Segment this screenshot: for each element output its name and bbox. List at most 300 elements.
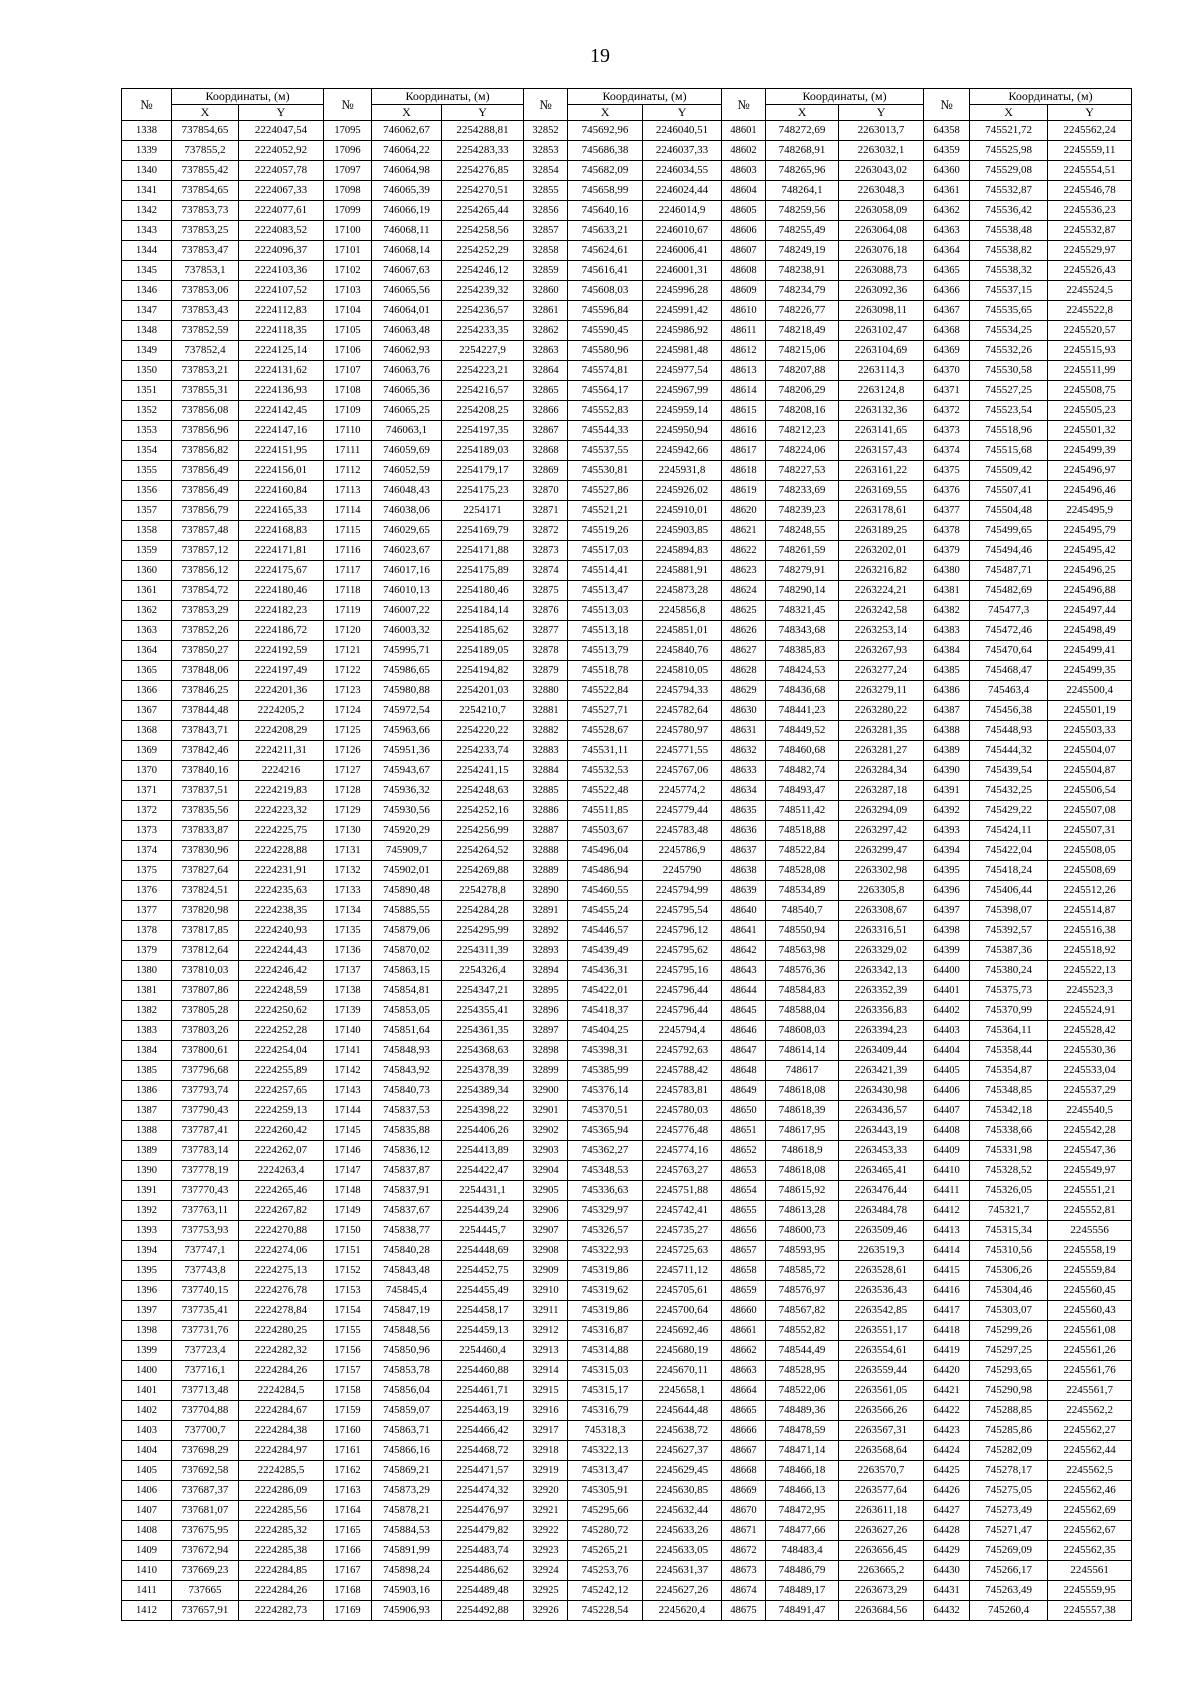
y-coordinate-cell: 2245552,81: [1048, 1201, 1132, 1221]
x-coordinate-cell: 745843,92: [372, 1061, 442, 1081]
x-coordinate-cell: 745470,64: [970, 641, 1048, 661]
x-coordinate-cell: 746003,32: [372, 621, 442, 641]
point-number-cell: 17167: [324, 1561, 372, 1581]
point-number-cell: 64359: [924, 141, 970, 161]
y-coordinate-cell: 2245523,3: [1048, 981, 1132, 1001]
point-number-cell: 32886: [524, 801, 568, 821]
x-coordinate-cell: 745313,47: [568, 1461, 643, 1481]
y-coordinate-cell: 2254169,79: [442, 521, 524, 541]
point-number-cell: 32884: [524, 761, 568, 781]
point-number-cell: 64364: [924, 241, 970, 261]
y-coordinate-cell: 2224107,52: [239, 281, 324, 301]
x-coordinate-cell: 745290,98: [970, 1381, 1048, 1401]
x-coordinate-cell: 746064,22: [372, 141, 442, 161]
x-coordinate-cell: 746065,36: [372, 381, 442, 401]
x-coordinate-cell: 745856,04: [372, 1381, 442, 1401]
y-coordinate-cell: 2245840,76: [643, 641, 722, 661]
x-coordinate-cell: 745538,48: [970, 221, 1048, 241]
point-number-cell: 48619: [722, 481, 766, 501]
point-number-cell: 64418: [924, 1321, 970, 1341]
point-number-cell: 17151: [324, 1241, 372, 1261]
y-coordinate-cell: 2254189,03: [442, 441, 524, 461]
y-coordinate-cell: 2245711,12: [643, 1261, 722, 1281]
x-coordinate-cell: 737857,48: [172, 521, 239, 541]
x-coordinate-cell: 748617,95: [766, 1121, 839, 1141]
y-coordinate-cell: 2224223,32: [239, 801, 324, 821]
table-row: [122, 1501, 1132, 1521]
x-coordinate-cell: 745494,46: [970, 541, 1048, 561]
table-row: [122, 1261, 1132, 1281]
x-coordinate-cell: 737790,43: [172, 1101, 239, 1121]
y-coordinate-cell: 2254197,35: [442, 421, 524, 441]
x-coordinate-cell: 745463,4: [970, 681, 1048, 701]
y-coordinate-cell: 2263409,44: [839, 1041, 924, 1061]
point-number-cell: 1403: [122, 1421, 172, 1441]
point-number-cell: 32858: [524, 241, 568, 261]
y-coordinate-cell: 2224285,5: [239, 1461, 324, 1481]
y-coordinate-cell: 2254431,1: [442, 1181, 524, 1201]
y-coordinate-cell: 2224205,2: [239, 701, 324, 721]
y-coordinate-cell: 2224235,63: [239, 881, 324, 901]
point-number-cell: 48605: [722, 201, 766, 221]
point-number-cell: 17124: [324, 701, 372, 721]
x-coordinate-cell: 745658,99: [568, 181, 643, 201]
point-number-cell: 64419: [924, 1341, 970, 1361]
y-coordinate-cell: 2245632,44: [643, 1501, 722, 1521]
table-row: [122, 721, 1132, 741]
x-coordinate-cell: 745504,48: [970, 501, 1048, 521]
table-row: [122, 681, 1132, 701]
point-number-cell: 64386: [924, 681, 970, 701]
point-number-cell: 64416: [924, 1281, 970, 1301]
point-number-cell: 17138: [324, 981, 372, 1001]
x-coordinate-cell: 748618,08: [766, 1081, 839, 1101]
point-number-cell: 32907: [524, 1221, 568, 1241]
point-number-cell: 17121: [324, 641, 372, 661]
x-coordinate-cell: 748618,08: [766, 1161, 839, 1181]
point-number-cell: 48661: [722, 1321, 766, 1341]
y-coordinate-cell: 2263528,61: [839, 1261, 924, 1281]
x-coordinate-cell: 748249,19: [766, 241, 839, 261]
point-number-cell: 32871: [524, 501, 568, 521]
x-coordinate-cell: 745518,78: [568, 661, 643, 681]
x-coordinate-cell: 737669,23: [172, 1561, 239, 1581]
x-coordinate-cell: 745521,21: [568, 501, 643, 521]
table-row: [122, 521, 1132, 541]
y-coordinate-cell: 2254236,57: [442, 301, 524, 321]
table-row: [122, 861, 1132, 881]
y-coordinate-cell: 2245547,36: [1048, 1141, 1132, 1161]
y-coordinate-cell: 2245903,85: [643, 521, 722, 541]
y-coordinate-cell: 2245495,79: [1048, 521, 1132, 541]
x-coordinate-cell: 745265,21: [568, 1541, 643, 1561]
x-coordinate-cell: 745271,47: [970, 1521, 1048, 1541]
point-number-cell: 48653: [722, 1161, 766, 1181]
x-coordinate-cell: 745986,65: [372, 661, 442, 681]
point-number-cell: 17165: [324, 1521, 372, 1541]
y-coordinate-cell: 2224259,13: [239, 1101, 324, 1121]
x-coordinate-cell: 737852,26: [172, 621, 239, 641]
point-number-cell: 1361: [122, 581, 172, 601]
y-coordinate-cell: 2245627,26: [643, 1581, 722, 1601]
y-coordinate-cell: 2263189,25: [839, 521, 924, 541]
y-coordinate-cell: 2245520,57: [1048, 321, 1132, 341]
y-coordinate-cell: 2245536,23: [1048, 201, 1132, 221]
y-coordinate-cell: 2245735,27: [643, 1221, 722, 1241]
x-coordinate-cell: 746068,14: [372, 241, 442, 261]
point-number-cell: 1366: [122, 681, 172, 701]
point-number-cell: 1405: [122, 1461, 172, 1481]
point-number-cell: 32892: [524, 921, 568, 941]
point-number-cell: 64379: [924, 541, 970, 561]
point-number-cell: 32906: [524, 1201, 568, 1221]
y-coordinate-cell: 2246006,41: [643, 241, 722, 261]
point-number-cell: 64408: [924, 1121, 970, 1141]
point-number-cell: 32885: [524, 781, 568, 801]
number-header: №: [524, 89, 568, 121]
table-row: [122, 181, 1132, 201]
y-coordinate-cell: 2245504,07: [1048, 741, 1132, 761]
table-row: [122, 1241, 1132, 1261]
point-number-cell: 17153: [324, 1281, 372, 1301]
point-number-cell: 48623: [722, 561, 766, 581]
x-coordinate-cell: 737855,31: [172, 381, 239, 401]
y-coordinate-cell: 2254216,57: [442, 381, 524, 401]
y-coordinate-cell: 2245498,49: [1048, 621, 1132, 641]
point-number-cell: 17099: [324, 201, 372, 221]
table-row: [122, 1341, 1132, 1361]
y-coordinate-cell: 2246001,31: [643, 261, 722, 281]
point-number-cell: 64414: [924, 1241, 970, 1261]
point-number-cell: 48654: [722, 1181, 766, 1201]
x-coordinate-cell: 748584,83: [766, 981, 839, 1001]
point-number-cell: 1410: [122, 1561, 172, 1581]
y-coordinate-cell: 2254468,72: [442, 1441, 524, 1461]
y-coordinate-cell: 2245522,8: [1048, 301, 1132, 321]
point-number-cell: 32875: [524, 581, 568, 601]
x-coordinate-cell: 745534,25: [970, 321, 1048, 341]
point-number-cell: 17135: [324, 921, 372, 941]
point-number-cell: 17101: [324, 241, 372, 261]
y-coordinate-cell: 2245495,9: [1048, 501, 1132, 521]
point-number-cell: 17103: [324, 281, 372, 301]
point-number-cell: 1404: [122, 1441, 172, 1461]
point-number-cell: 32925: [524, 1581, 568, 1601]
table-row: [122, 401, 1132, 421]
y-coordinate-cell: 2245515,93: [1048, 341, 1132, 361]
x-coordinate-cell: 737723,4: [172, 1341, 239, 1361]
y-coordinate-cell: 2254179,17: [442, 461, 524, 481]
point-number-cell: 32905: [524, 1181, 568, 1201]
x-coordinate-cell: 748618,39: [766, 1101, 839, 1121]
y-coordinate-cell: 2263013,7: [839, 121, 924, 141]
point-number-cell: 64421: [924, 1381, 970, 1401]
x-coordinate-cell: 737657,91: [172, 1601, 239, 1621]
point-number-cell: 64394: [924, 841, 970, 861]
point-number-cell: 64428: [924, 1521, 970, 1541]
x-coordinate-cell: 745387,36: [970, 941, 1048, 961]
point-number-cell: 64378: [924, 521, 970, 541]
point-number-cell: 1349: [122, 341, 172, 361]
x-coordinate-cell: 748613,28: [766, 1201, 839, 1221]
y-coordinate-cell: 2245620,4: [643, 1601, 722, 1621]
x-coordinate-cell: 745530,58: [970, 361, 1048, 381]
y-coordinate-cell: 2245774,16: [643, 1141, 722, 1161]
point-number-cell: 1376: [122, 881, 172, 901]
x-coordinate-cell: 748224,06: [766, 441, 839, 461]
y-coordinate-cell: 2224103,36: [239, 261, 324, 281]
y-coordinate-cell: 2245524,5: [1048, 281, 1132, 301]
x-coordinate-cell: 745890,48: [372, 881, 442, 901]
y-coordinate-cell: 2224216: [239, 761, 324, 781]
x-coordinate-cell: 737665: [172, 1581, 239, 1601]
y-coordinate-cell: 2245557,38: [1048, 1601, 1132, 1621]
y-coordinate-cell: 2245533,04: [1048, 1061, 1132, 1081]
y-coordinate-cell: 2245638,72: [643, 1421, 722, 1441]
point-number-cell: 32893: [524, 941, 568, 961]
table-row: [122, 901, 1132, 921]
y-coordinate-cell: 2224231,91: [239, 861, 324, 881]
y-coordinate-cell: 2245508,69: [1048, 861, 1132, 881]
point-number-cell: 32854: [524, 161, 568, 181]
point-number-cell: 17125: [324, 721, 372, 741]
y-coordinate-cell: 2263665,2: [839, 1561, 924, 1581]
x-coordinate-cell: 737854,65: [172, 121, 239, 141]
y-coordinate-cell: 2245751,88: [643, 1181, 722, 1201]
x-coordinate-cell: 745850,96: [372, 1341, 442, 1361]
y-coordinate-cell: 2263216,82: [839, 561, 924, 581]
point-number-cell: 17164: [324, 1501, 372, 1521]
table-row: [122, 821, 1132, 841]
x-coordinate-cell: 745288,85: [970, 1401, 1048, 1421]
point-number-cell: 32867: [524, 421, 568, 441]
x-coordinate-cell: 737856,12: [172, 561, 239, 581]
point-number-cell: 48602: [722, 141, 766, 161]
point-number-cell: 1356: [122, 481, 172, 501]
point-number-cell: 64392: [924, 801, 970, 821]
point-number-cell: 48608: [722, 261, 766, 281]
y-coordinate-cell: 2254460,4: [442, 1341, 524, 1361]
table-row: [122, 661, 1132, 681]
point-number-cell: 32911: [524, 1301, 568, 1321]
point-number-cell: 1388: [122, 1121, 172, 1141]
y-coordinate-cell: 2245505,23: [1048, 401, 1132, 421]
point-number-cell: 17114: [324, 501, 372, 521]
point-number-cell: 1389: [122, 1141, 172, 1161]
x-coordinate-cell: 748218,49: [766, 321, 839, 341]
point-number-cell: 48603: [722, 161, 766, 181]
point-number-cell: 48649: [722, 1081, 766, 1101]
x-coordinate-cell: 745527,25: [970, 381, 1048, 401]
point-number-cell: 48640: [722, 901, 766, 921]
x-coordinate-cell: 748248,55: [766, 521, 839, 541]
point-number-cell: 17139: [324, 1001, 372, 1021]
point-number-cell: 17150: [324, 1221, 372, 1241]
x-coordinate-cell: 737753,93: [172, 1221, 239, 1241]
y-coordinate-cell: 2224260,42: [239, 1121, 324, 1141]
point-number-cell: 17112: [324, 461, 372, 481]
x-coordinate-cell: 748585,72: [766, 1261, 839, 1281]
y-coordinate-cell: 2254185,62: [442, 621, 524, 641]
y-coordinate-cell: 2245926,02: [643, 481, 722, 501]
point-number-cell: 1402: [122, 1401, 172, 1421]
x-coordinate-cell: 746029,65: [372, 521, 442, 541]
coords-header: Координаты, (м): [568, 89, 722, 105]
point-number-cell: 64362: [924, 201, 970, 221]
x-coordinate-cell: 748424,53: [766, 661, 839, 681]
x-coordinate-cell: 745404,25: [568, 1021, 643, 1041]
y-coordinate-cell: 2224083,52: [239, 221, 324, 241]
table-row: [122, 241, 1132, 261]
y-coordinate-cell: 2224284,26: [239, 1361, 324, 1381]
x-coordinate-cell: 745432,25: [970, 781, 1048, 801]
x-header: X: [970, 105, 1048, 121]
point-number-cell: 64431: [924, 1581, 970, 1601]
x-coordinate-cell: 745848,93: [372, 1041, 442, 1061]
point-number-cell: 48666: [722, 1421, 766, 1441]
x-coordinate-cell: 745869,21: [372, 1461, 442, 1481]
point-number-cell: 1343: [122, 221, 172, 241]
point-number-cell: 64403: [924, 1021, 970, 1041]
point-number-cell: 48628: [722, 661, 766, 681]
y-coordinate-cell: 2224125,14: [239, 341, 324, 361]
point-number-cell: 17117: [324, 561, 372, 581]
y-coordinate-cell: 2263684,56: [839, 1601, 924, 1621]
point-number-cell: 48648: [722, 1061, 766, 1081]
point-number-cell: 48641: [722, 921, 766, 941]
table-row: [122, 1221, 1132, 1241]
point-number-cell: 32896: [524, 1001, 568, 1021]
y-coordinate-cell: 2245503,33: [1048, 721, 1132, 741]
x-coordinate-cell: 748576,36: [766, 961, 839, 981]
x-coordinate-cell: 737796,68: [172, 1061, 239, 1081]
x-coordinate-cell: 737803,26: [172, 1021, 239, 1041]
x-coordinate-cell: 748482,74: [766, 761, 839, 781]
y-coordinate-cell: 2224201,36: [239, 681, 324, 701]
point-number-cell: 48636: [722, 821, 766, 841]
x-coordinate-cell: 745963,66: [372, 721, 442, 741]
x-coordinate-cell: 745866,16: [372, 1441, 442, 1461]
point-number-cell: 17148: [324, 1181, 372, 1201]
point-number-cell: 17131: [324, 841, 372, 861]
x-coordinate-cell: 737731,76: [172, 1321, 239, 1341]
point-number-cell: 32899: [524, 1061, 568, 1081]
point-number-cell: 17160: [324, 1421, 372, 1441]
x-coordinate-cell: 745528,67: [568, 721, 643, 741]
y-coordinate-cell: 2245873,28: [643, 581, 722, 601]
point-number-cell: 48612: [722, 341, 766, 361]
header-row-axes: [122, 105, 1132, 121]
y-coordinate-cell: 2263519,3: [839, 1241, 924, 1261]
y-coordinate-cell: 2224208,29: [239, 721, 324, 741]
point-number-cell: 1374: [122, 841, 172, 861]
point-number-cell: 1359: [122, 541, 172, 561]
point-number-cell: 17155: [324, 1321, 372, 1341]
point-number-cell: 1381: [122, 981, 172, 1001]
point-number-cell: 32864: [524, 361, 568, 381]
y-coordinate-cell: 2263342,13: [839, 961, 924, 981]
y-coordinate-cell: 2245497,44: [1048, 601, 1132, 621]
point-number-cell: 32924: [524, 1561, 568, 1581]
point-number-cell: 17154: [324, 1301, 372, 1321]
point-number-cell: 64368: [924, 321, 970, 341]
y-coordinate-cell: 2245670,11: [643, 1361, 722, 1381]
x-coordinate-cell: 745318,3: [568, 1421, 643, 1441]
y-coordinate-cell: 2245794,33: [643, 681, 722, 701]
y-coordinate-cell: 2245796,44: [643, 1001, 722, 1021]
y-coordinate-cell: 2254458,17: [442, 1301, 524, 1321]
x-coordinate-cell: 748466,18: [766, 1461, 839, 1481]
y-coordinate-cell: 2254284,28: [442, 901, 524, 921]
y-coordinate-cell: 2254461,71: [442, 1381, 524, 1401]
y-coordinate-cell: 2245705,61: [643, 1281, 722, 1301]
point-number-cell: 48622: [722, 541, 766, 561]
y-coordinate-cell: 2224112,83: [239, 301, 324, 321]
x-coordinate-cell: 745532,53: [568, 761, 643, 781]
x-coordinate-cell: 745863,71: [372, 1421, 442, 1441]
x-coordinate-cell: 745336,63: [568, 1181, 643, 1201]
x-coordinate-cell: 745228,54: [568, 1601, 643, 1621]
x-coordinate-cell: 745854,81: [372, 981, 442, 1001]
y-coordinate-cell: 2254283,33: [442, 141, 524, 161]
y-coordinate-cell: 2245562,46: [1048, 1481, 1132, 1501]
table-row: [122, 541, 1132, 561]
point-number-cell: 64389: [924, 741, 970, 761]
x-coordinate-cell: 745422,04: [970, 841, 1048, 861]
x-coordinate-cell: 745633,21: [568, 221, 643, 241]
y-coordinate-cell: 2245881,91: [643, 561, 722, 581]
x-coordinate-cell: 737856,49: [172, 461, 239, 481]
table-row: [122, 121, 1132, 141]
y-coordinate-cell: 2263566,26: [839, 1401, 924, 1421]
y-coordinate-cell: 2263202,01: [839, 541, 924, 561]
y-coordinate-cell: 2254208,25: [442, 401, 524, 421]
y-coordinate-cell: 2254413,89: [442, 1141, 524, 1161]
point-number-cell: 17105: [324, 321, 372, 341]
y-coordinate-cell: 2263430,98: [839, 1081, 924, 1101]
x-coordinate-cell: 745522,48: [568, 781, 643, 801]
x-coordinate-cell: 737778,19: [172, 1161, 239, 1181]
point-number-cell: 1391: [122, 1181, 172, 1201]
y-coordinate-cell: 2263443,19: [839, 1121, 924, 1141]
y-coordinate-cell: 2245788,42: [643, 1061, 722, 1081]
x-coordinate-cell: 745253,76: [568, 1561, 643, 1581]
y-coordinate-cell: 2245500,4: [1048, 681, 1132, 701]
x-coordinate-cell: 745527,86: [568, 481, 643, 501]
point-number-cell: 1407: [122, 1501, 172, 1521]
y-coordinate-cell: 2245795,62: [643, 941, 722, 961]
point-number-cell: 48663: [722, 1361, 766, 1381]
table-row: [122, 481, 1132, 501]
table-row: [122, 161, 1132, 181]
x-coordinate-cell: 748493,47: [766, 781, 839, 801]
y-coordinate-cell: 2263277,24: [839, 661, 924, 681]
x-coordinate-cell: 748227,53: [766, 461, 839, 481]
point-number-cell: 17120: [324, 621, 372, 641]
point-number-cell: 17162: [324, 1461, 372, 1481]
y-coordinate-cell: 2224165,33: [239, 501, 324, 521]
x-coordinate-cell: 748436,68: [766, 681, 839, 701]
y-coordinate-cell: 2245560,43: [1048, 1301, 1132, 1321]
table-row: [122, 1301, 1132, 1321]
x-coordinate-cell: 737770,43: [172, 1181, 239, 1201]
x-coordinate-cell: 745951,36: [372, 741, 442, 761]
x-coordinate-cell: 745837,53: [372, 1101, 442, 1121]
y-coordinate-cell: 2245782,64: [643, 701, 722, 721]
x-coordinate-cell: 745322,93: [568, 1241, 643, 1261]
x-coordinate-cell: 745885,55: [372, 901, 442, 921]
y-coordinate-cell: 2224168,83: [239, 521, 324, 541]
